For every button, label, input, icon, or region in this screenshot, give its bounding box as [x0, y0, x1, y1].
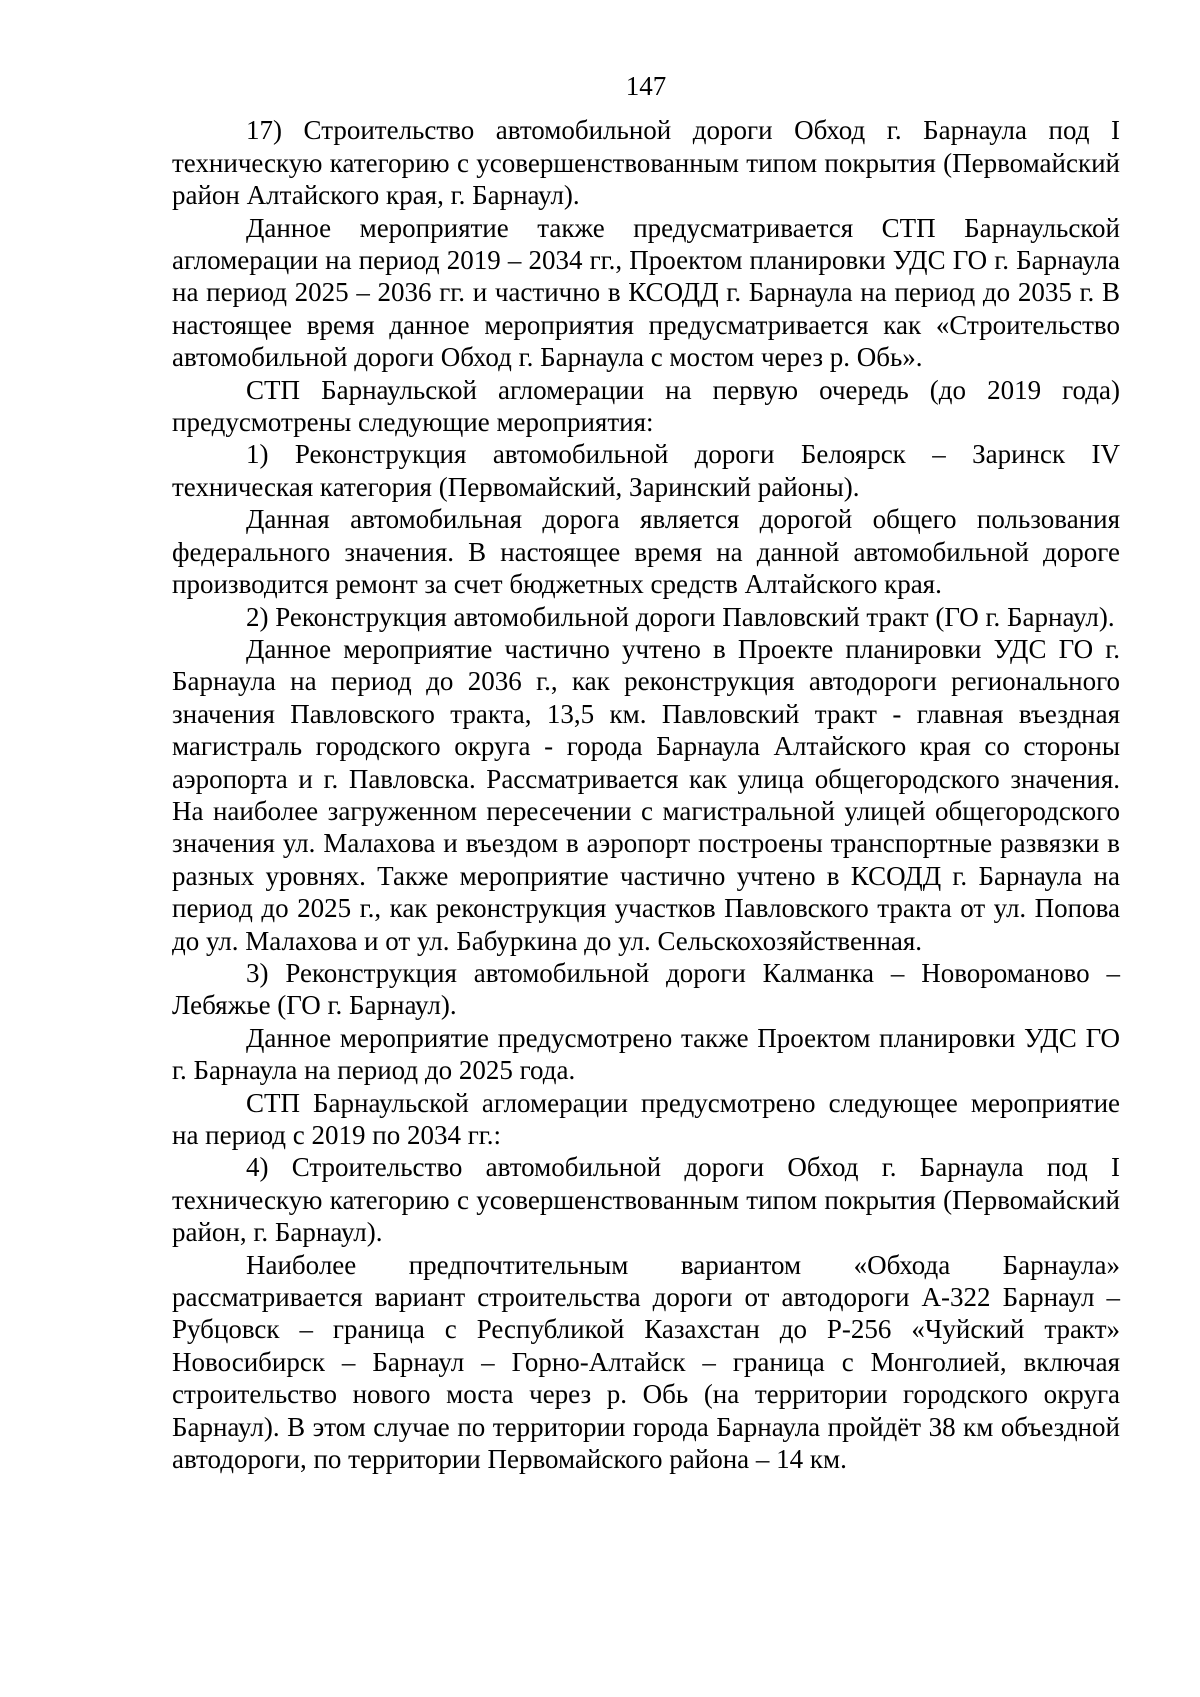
paragraph-item-3: 3) Реконструкция автомобильной дороги Калманка – Новороманово – Лебяжье (ГО г. Барнаул). [172, 957, 1120, 1021]
page-number: 147 [625, 71, 667, 101]
paragraph-item-4: 4) Строительство автомобильной дороги Обход г. Барнаула под I техническую категорию с усовершенствованным типом покрытия (Первомайский район, г. Барнаул). [172, 1152, 1120, 1248]
paragraph-first-stage-intro: СТП Барнаульской агломерации на первую очередь (до 2019 года) предусмотрены следующие мероприятия: [172, 374, 1120, 438]
paragraph-period-intro: СТП Барнаульской агломерации предусмотрено следующее мероприятие на период с 2019 по 2034 гг.: [172, 1087, 1120, 1150]
paragraph-item-2-details: Данное мероприятие частично учтено в Проекте планировки УДС ГО г. Барнаула на период до 2036 г., как реконструкция автодороги регионального значения Павловского тракта, 13,5 км. Павловский тракт - главная въездная магистраль городского округа - города Барнаула Алтайского края со стороны аэропорта и г. Павловска. Рассматривается как улица общегородского значения. На наиболее загруженном пересечении с магистральной улицей общегородского значения ул. Малахова и въездом в аэропорт построены транспортные развязки в разных уровнях. Также мероприятие частично учтено в КСОДД г. Барнаула на период до 2025 г., как реконструкция участков Павловского тракта от ул. Попова до ул. Малахова и от ул. Бабуркина до ул. Сельскохозяйственная. [172, 633, 1120, 956]
paragraph-item-17: 17) Строительство автомобильной дороги Обход г. Барнаула под I техническую категорию с усовершенствованным типом покрытия (Первомайский район Алтайского края, г. Барнаул). [172, 115, 1120, 211]
paragraph-item-2: 2) Реконструкция автомобильной дороги Павловский тракт (ГО г. Барнаул). [246, 601, 1115, 632]
paragraph-bypass-variant: Наиболее предпочтительным вариантом «Обхода Барнаула» рассматривается вариант строительства дороги от автодороги А-322 Барнаул – Рубцовск – граница с Республикой Казахстан до Р-256 «Чуйский тракт» Новосибирск – Барнаул – Горно-Алтайск – граница с Монголией, включая строительство нового моста через р. Обь (на территории городского округа Барнаул). В этом случае по территории города Барнаула пройдёт 38 км объездной автодороги, по территории Первомайского района – 14 км. [172, 1249, 1120, 1475]
paragraph-item-3-details: Данное мероприятие предусмотрено также Проектом планировки УДС ГО г. Барнаула на период до 2025 года. [172, 1022, 1120, 1086]
paragraph-item-17-details: Данное мероприятие также предусматривается СТП Барнаульской агломерации на период 2019 – 2034 гг., Проектом планировки УДС ГО г. Барнаула на период 2025 – 2036 гг. и частично в КСОДД г. Барнаула на период до 2035 г. В настоящее время данное мероприятия предусматривается как «Строительство автомобильной дороги Обход г. Барнаула с мостом через р. Обь». [172, 212, 1120, 373]
document-page [172, 70, 1120, 1475]
paragraph-item-1: 1) Реконструкция автомобильной дороги Белоярск – Заринск IV техническая категория (Первомайский, Заринский районы). [172, 439, 1120, 502]
paragraph-item-1-details: Данная автомобильная дорога является дорогой общего пользования федерального значения. В настоящее время на данной автомобильной дороге производится ремонт за счет бюджетных средств Алтайского края. [172, 504, 1120, 600]
